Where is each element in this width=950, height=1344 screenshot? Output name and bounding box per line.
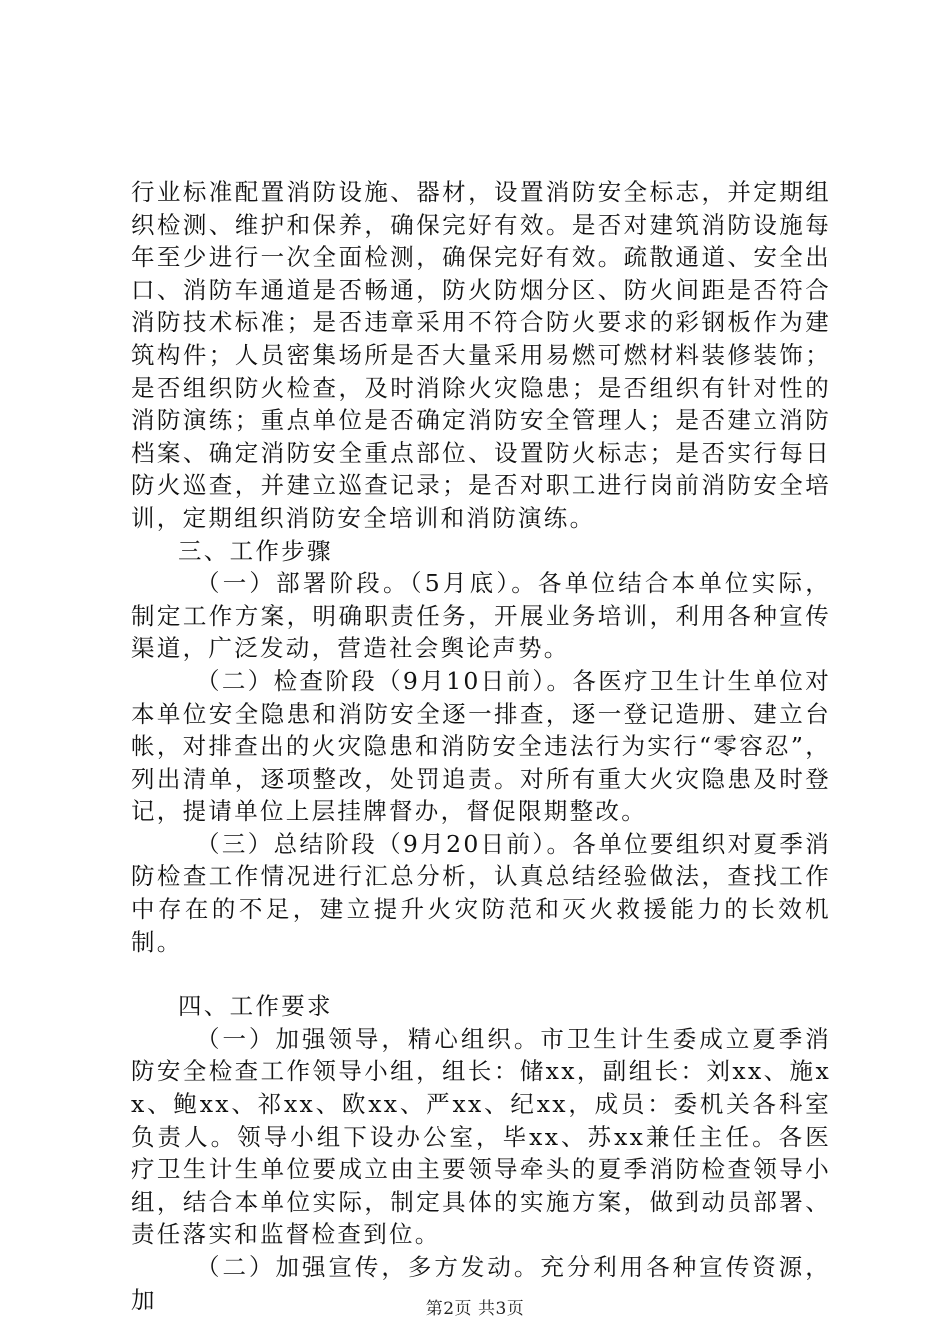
document-body: [131, 176, 831, 1316]
paragraph-deployment-stage: （一）部署阶段。（5月底）。各单位结合本单位实际，制定工作方案，明确职责任务，开展业务培训，利用各种宣传渠道，广泛发动，营造社会舆论声势。: [131, 569, 831, 663]
heading-work-requirements: 四、工作要求: [178, 992, 333, 1021]
paragraph-strengthen-leadership: （一）加强领导，精心组织。市卫生计生委成立夏季消防安全检查工作领导小组，组长：储xx，副组长：刘xx、施xx、鲍xx、祁xx、欧xx、严xx、纪xx，成员：委机关各科室负责人。领导小组下设办公室，毕xx、苏xx兼任主任。各医疗卫生计生单位要成立由主要领导牵头的夏季消防检查领导小组，结合本单位实际，制定具体的实施方案，做到动员部署、责任落实和监督检查到位。: [131, 1024, 831, 1249]
heading-work-steps: 三、工作步骤: [178, 536, 333, 565]
paragraph-inspection-stage: （二）检查阶段（9月10日前）。各医疗卫生计生单位对本单位安全隐患和消防安全逐一排查，逐一登记造册、建立台帐，对排查出的火灾隐患和消防安全违法行为实行“零容忍”，列出清单，逐项整改，处罚追责。对所有重大火灾隐患及时登记，提请单位上层挂牌督办，督促限期整改。: [131, 666, 831, 826]
page-number-footer: 第2页 共3页: [425, 1299, 525, 1319]
paragraph-fire-safety-checks: 行业标准配置消防设施、器材，设置消防安全标志，并定期组织检测、维护和保养，确保完好有效。是否对建筑消防设施每年至少进行一次全面检测，确保完好有效。疏散通道、安全出口、消防车通道是否畅通，防火防烟分区、防火间距是否符合消防技术标准；是否违章采用不符合防火要求的彩钢板作为建筑构件；人员密集场所是否大量采用易燃可燃材料装修装饰；是否组织防火检查，及时消除火灾隐患；是否组织有针对性的消防演练；重点单位是否确定消防安全管理人；是否建立消防档案、确定消防安全重点部位、设置防火标志；是否实行每日防火巡查，并建立巡查记录；是否对职工进行岗前消防安全培训，定期组织消防安全培训和消防演练。: [131, 178, 831, 532]
paragraph-summary-stage: （三）总结阶段（9月20日前）。各单位要组织对夏季消防检查工作情况进行汇总分析，认真总结经验做法，查找工作中存在的不足，建立提升火灾防范和灭火救援能力的长效机制。: [131, 829, 831, 956]
paragraph-strengthen-publicity: （二）加强宣传，多方发动。充分利用各种宣传资源，加: [131, 1253, 831, 1314]
paragraph-gap: [131, 958, 831, 990]
